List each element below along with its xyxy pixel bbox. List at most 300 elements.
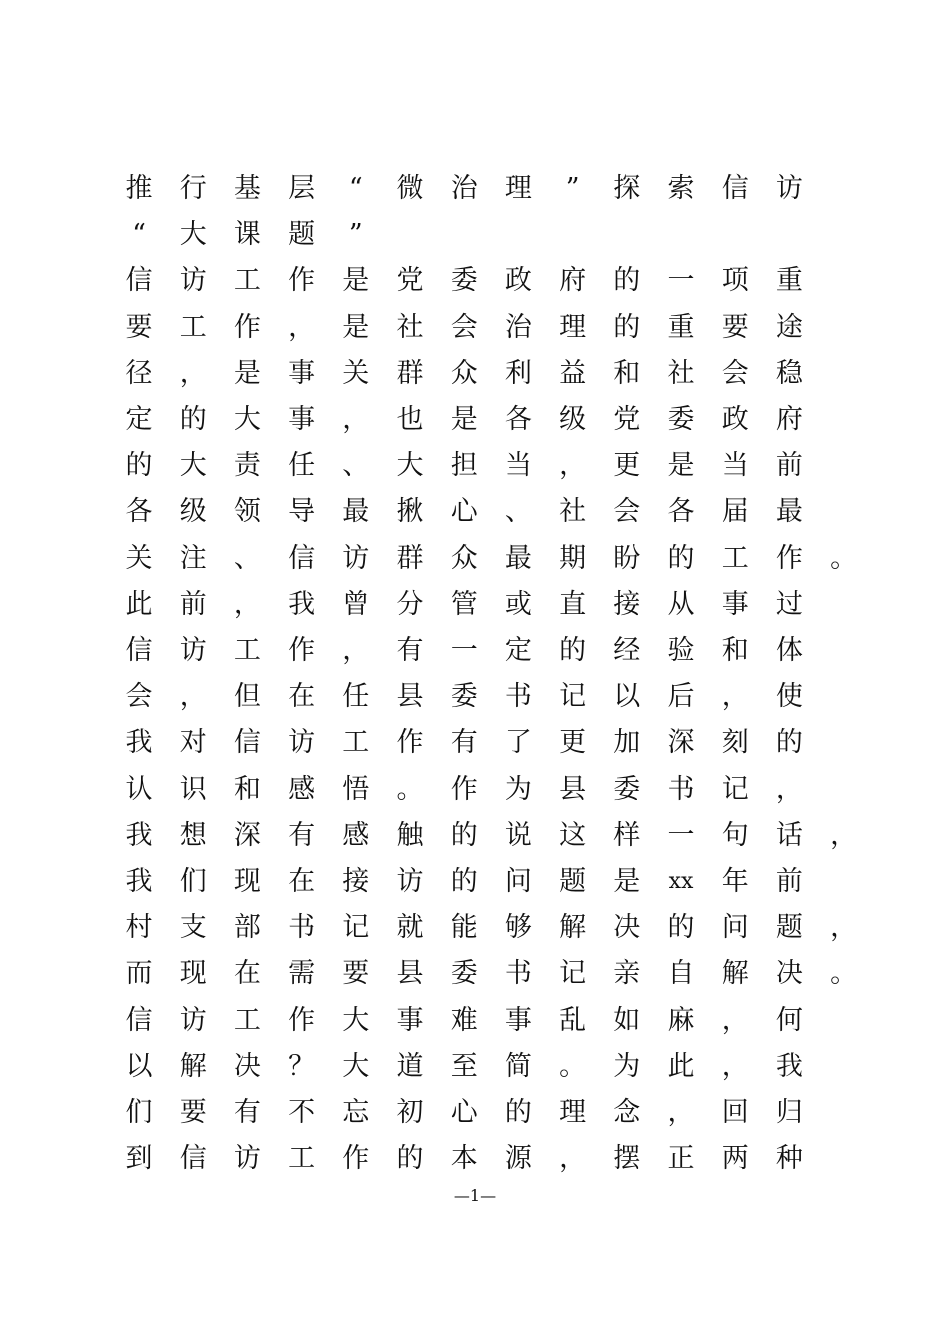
glyph: 大 [233,404,261,435]
glyph: 就 [396,912,424,944]
glyph: 任 [342,681,370,713]
text-line [124,770,854,810]
glyph: 归 [775,1097,803,1128]
glyph: ， [667,1097,695,1128]
glyph: 课 [233,219,261,251]
glyph: 解 [179,1050,207,1082]
glyph: 自 [667,958,695,990]
glyph: 访 [342,542,370,574]
glyph: 社 [396,311,424,343]
glyph: 信 [179,1143,207,1175]
glyph: 的 [504,1097,532,1128]
glyph: 记 [721,773,749,805]
glyph: ， [179,357,207,389]
glyph: 、 [233,542,261,574]
glyph: ， [721,681,749,713]
glyph: 有 [396,635,424,666]
glyph: 解 [559,912,587,944]
text-line [124,308,854,348]
glyph: 治 [450,173,478,204]
glyph: 感 [288,773,316,805]
glyph: 作 [288,265,316,297]
glyph: 说 [504,819,532,851]
glyph: 初 [396,1097,424,1128]
glyph: 此 [125,588,153,620]
glyph: 话 [775,819,803,851]
glyph: 有 [233,1097,261,1128]
glyph: 推 [125,173,153,204]
text-line [124,585,854,625]
glyph: 管 [450,588,478,620]
glyph: 党 [396,265,424,297]
glyph: 访 [179,635,207,666]
glyph: 种 [775,1143,803,1175]
glyph: 导 [288,496,316,528]
glyph: 够 [504,912,532,944]
text-line [124,816,858,856]
glyph: 也 [396,404,424,435]
glyph: 两 [721,1143,749,1175]
glyph: 理 [504,173,532,204]
glyph: 社 [667,357,695,389]
glyph: 或 [504,588,532,620]
text-line [124,492,854,532]
glyph: 是 [667,450,695,482]
glyph: 后 [667,681,695,713]
glyph: 的 [667,912,695,944]
text-line [124,1093,854,1133]
glyph: ， [288,311,316,343]
glyph: 作 [396,727,424,759]
glyph: 忘 [342,1097,370,1128]
glyph: 大 [179,450,207,482]
glyph: 会 [613,496,641,528]
glyph: 决 [613,912,641,944]
glyph: 题 [775,912,803,944]
glyph: 书 [504,681,532,713]
glyph: 信 [125,265,153,297]
glyph: 我 [125,866,153,897]
glyph: 以 [613,681,641,713]
glyph: 以 [125,1050,153,1082]
glyph: 盼 [613,542,641,574]
glyph: 需 [288,958,316,990]
glyph: ， [342,635,370,666]
glyph: ， [721,1050,749,1082]
glyph: 前 [775,450,803,482]
glyph: 会 [721,357,749,389]
glyph: 级 [179,496,207,528]
glyph: 有 [450,727,478,759]
glyph: 事 [721,588,749,620]
glyph: 探 [613,173,641,204]
glyph: 我 [775,1050,803,1082]
glyph: 党 [613,404,641,435]
glyph: 而 [125,958,153,990]
text-line [124,261,854,301]
glyph: 稳 [775,357,803,389]
glyph: 记 [559,958,587,990]
glyph: 事 [396,1004,424,1036]
glyph: 识 [179,773,207,805]
glyph: 在 [233,958,261,990]
glyph: 是 [450,404,478,435]
glyph: 信 [125,635,153,666]
glyph: 最 [504,542,532,574]
glyph: 群 [396,357,424,389]
glyph: 乱 [559,1004,587,1036]
text-line [124,631,854,671]
glyph: 会 [125,681,153,713]
glyph: 接 [613,588,641,620]
glyph: 事 [288,357,316,389]
glyph: 部 [233,912,261,944]
glyph: 工 [288,1143,316,1175]
glyph: 群 [396,542,424,574]
glyph: 有 [288,819,316,851]
glyph: 能 [450,912,478,944]
glyph: 书 [667,773,695,805]
glyph: ， [233,588,261,620]
glyph: 简 [504,1050,532,1082]
glyph: 事 [504,1004,532,1036]
glyph: 年 [721,866,749,897]
text-line [124,354,854,394]
glyph: 大 [342,1004,370,1036]
glyph: 我 [288,588,316,620]
glyph: “ [348,173,363,204]
glyph: 任 [288,450,316,482]
glyph: 行 [179,173,207,204]
glyph: 委 [667,404,695,435]
glyph: 前 [179,588,207,620]
glyph: 对 [179,727,207,759]
glyph: 决 [233,1050,261,1082]
glyph: 的 [450,819,478,851]
glyph: 正 [667,1143,695,1175]
glyph: 定 [504,635,532,666]
glyph: 基 [233,173,261,204]
glyph: 重 [667,311,695,343]
glyph: 这 [559,819,587,851]
glyph: 前 [775,866,803,897]
glyph: 村 [125,912,153,944]
glyph: 工 [721,542,749,574]
glyph: 问 [504,866,532,897]
glyph: 曾 [342,588,370,620]
glyph: ， [721,1004,749,1036]
glyph: 触 [396,819,424,851]
glyph: 深 [667,727,695,759]
glyph: 索 [667,173,695,204]
glyph: 现 [233,866,261,897]
glyph: 最 [342,496,370,528]
glyph: 为 [613,1050,641,1082]
glyph: 作 [288,635,316,666]
glyph: 。 [830,542,858,574]
glyph: 问 [721,912,749,944]
glyph: ， [559,1143,587,1175]
glyph: 记 [342,912,370,944]
glyph: ， [830,912,858,944]
glyph: 社 [559,496,587,528]
glyph: 访 [179,265,207,297]
glyph: 信 [288,542,316,574]
glyph: 此 [667,1050,695,1082]
glyph: 关 [342,357,370,389]
glyph: 责 [233,450,261,482]
glyph: 现 [179,958,207,990]
glyph: 心 [450,1097,478,1128]
text-line [124,400,854,440]
glyph: “ [132,219,146,251]
glyph: 的 [613,265,641,297]
glyph: 体 [775,635,803,666]
glyph: 到 [125,1143,153,1175]
glyph: 我 [125,727,153,759]
glyph: 分 [396,588,424,620]
title-line [124,215,854,255]
glyph: 理 [559,1097,587,1128]
glyph: ， [559,450,587,482]
glyph: ” [348,219,363,251]
glyph: 和 [613,357,641,389]
glyph: 本 [450,1143,478,1175]
glyph: 信 [233,727,261,759]
glyph: 和 [721,635,749,666]
text-line [124,954,858,994]
glyph: 府 [775,404,803,435]
glyph: 的 [179,404,207,435]
glyph: 题 [559,866,587,897]
glyph: 期 [559,542,587,574]
glyph: 要 [721,311,749,343]
glyph: 至 [450,1050,478,1082]
glyph: 接 [342,866,370,897]
title-line [124,169,854,209]
glyph: 的 [775,727,803,759]
glyph: 各 [125,496,153,528]
glyph: 回 [721,1097,749,1128]
glyph: 书 [504,958,532,990]
glyph: 解 [721,958,749,990]
glyph: 和 [233,773,261,805]
glyph: 项 [721,265,749,297]
glyph: 利 [504,357,532,389]
glyph: 注 [179,542,207,574]
glyph: 题 [288,219,316,251]
glyph: 信 [721,173,749,204]
glyph: 何 [775,1004,803,1036]
glyph: 委 [450,265,478,297]
glyph: 工 [342,727,370,759]
glyph: 访 [233,1143,261,1175]
glyph: 但 [233,681,261,713]
glyph: 层 [288,173,316,204]
glyph: 治 [504,311,532,343]
glyph: 工 [233,265,261,297]
text-line [124,908,858,948]
glyph: 访 [775,173,803,204]
glyph: 使 [775,681,803,713]
glyph: 句 [721,819,749,851]
glyph: 担 [450,450,478,482]
glyph: 。 [559,1050,587,1082]
glyph: 理 [559,311,587,343]
glyph: 会 [450,311,478,343]
glyph: 过 [775,588,803,620]
glyph: 当 [504,450,532,482]
glyph: 县 [396,681,424,713]
glyph: 的 [396,1143,424,1175]
glyph: 心 [450,496,478,528]
glyph: 的 [125,450,153,482]
glyph: 益 [559,357,587,389]
glyph: 了 [504,727,532,759]
glyph: 微 [396,173,424,204]
glyph: 府 [559,265,587,297]
text-line [124,446,854,486]
text-line [124,862,854,902]
glyph: 、 [342,450,370,482]
glyph: 认 [125,773,153,805]
glyph: 径 [125,357,153,389]
glyph: 工 [233,635,261,666]
glyph: 想 [179,819,207,851]
glyph: xx [668,869,694,894]
glyph: 作 [450,773,478,805]
glyph: 我 [125,819,153,851]
glyph: 委 [450,958,478,990]
glyph: 委 [450,681,478,713]
text-line [124,723,854,763]
glyph: 是 [613,866,641,897]
glyph: 不 [288,1097,316,1128]
glyph: 要 [125,311,153,343]
glyph: 众 [450,357,478,389]
glyph: 感 [342,819,370,851]
glyph: 当 [721,450,749,482]
glyph: 一 [667,265,695,297]
glyph: 亲 [613,958,641,990]
text-line [124,1047,854,1087]
glyph: 县 [559,773,587,805]
glyph: 深 [233,819,261,851]
glyph: 揪 [396,496,424,528]
glyph: 们 [125,1097,153,1128]
glyph: 从 [667,588,695,620]
glyph: 摆 [613,1143,641,1175]
glyph: 的 [667,542,695,574]
glyph: 重 [775,265,803,297]
glyph: 众 [450,542,478,574]
glyph: 源 [504,1143,532,1175]
glyph: 加 [613,727,641,759]
glyph: 领 [233,496,261,528]
glyph: ” [565,173,580,204]
glyph: ， [179,681,207,713]
glyph: 各 [504,404,532,435]
glyph: 大 [179,219,207,251]
glyph: 访 [179,1004,207,1036]
glyph: 、 [504,496,532,528]
glyph: 记 [559,681,587,713]
text-line [124,539,858,579]
glyph: 书 [288,912,316,944]
glyph: 政 [721,404,749,435]
glyph: 县 [396,958,424,990]
glyph: 工 [233,1004,261,1036]
glyph: 更 [559,727,587,759]
glyph: ？ [288,1050,316,1082]
glyph: 工 [179,311,207,343]
glyph: 定 [125,404,153,435]
glyph: 的 [559,635,587,666]
glyph: 作 [775,542,803,574]
glyph: 在 [288,866,316,897]
glyph: 麻 [667,1004,695,1036]
glyph: 作 [233,311,261,343]
glyph: 大 [342,1050,370,1082]
glyph: 各 [667,496,695,528]
text-line [124,1139,854,1179]
glyph: 念 [613,1097,641,1128]
glyph: 为 [504,773,532,805]
glyph: 经 [613,635,641,666]
glyph: 支 [179,912,207,944]
text-line [124,1001,854,1041]
glyph: 一 [667,819,695,851]
glyph: 届 [721,496,749,528]
glyph: 决 [775,958,803,990]
glyph: 。 [396,773,424,805]
glyph: 道 [396,1050,424,1082]
glyph: 访 [288,727,316,759]
glyph: 级 [559,404,587,435]
glyph: ， [830,819,858,851]
glyph: 。 [830,958,858,990]
glyph: 的 [450,866,478,897]
glyph: 事 [288,404,316,435]
glyph: 悟 [342,773,370,805]
glyph: 难 [450,1004,478,1036]
glyph: 在 [288,681,316,713]
glyph: 委 [613,773,641,805]
glyph: 政 [504,265,532,297]
glyph: 要 [342,958,370,990]
glyph: 一 [450,635,478,666]
glyph: 作 [342,1143,370,1175]
glyph: 的 [613,311,641,343]
text-line [124,677,854,717]
glyph: 样 [613,819,641,851]
glyph: 访 [396,866,424,897]
glyph: 直 [559,588,587,620]
glyph: 关 [125,542,153,574]
glyph: 途 [775,311,803,343]
glyph: 要 [179,1097,207,1128]
glyph: 验 [667,635,695,666]
glyph: ， [342,404,370,435]
glyph: 信 [125,1004,153,1036]
glyph: 更 [613,450,641,482]
glyph: 作 [288,1004,316,1036]
glyph: 最 [775,496,803,528]
glyph: 是 [233,357,261,389]
glyph: 大 [396,450,424,482]
glyph: 们 [179,866,207,897]
glyph: ， [775,773,803,805]
